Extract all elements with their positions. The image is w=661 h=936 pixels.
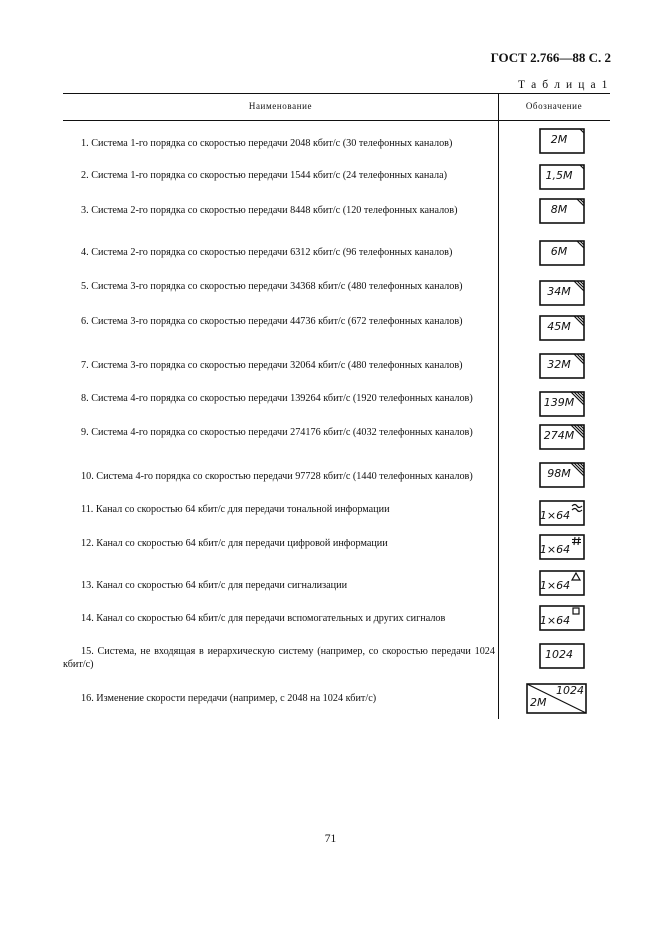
row-7-symbol bbox=[539, 353, 585, 377]
row-2-symbol bbox=[539, 164, 585, 188]
row-6-name: 6. Система 3-го порядка со скоростью передачи 44736 кбит/с (672 телефонных каналов) bbox=[81, 316, 463, 327]
row-12-symbol bbox=[539, 534, 585, 558]
row-13-symbol bbox=[539, 570, 585, 594]
symbol-label: 1×64 bbox=[539, 579, 571, 592]
row-2-name: 2. Система 1-го порядка со скоростью передачи 1544 кбит/с (24 телефонных канала) bbox=[81, 170, 447, 181]
table-label: Т а б л и ц а 1 bbox=[517, 79, 609, 91]
document-reference: ГОСТ 2.766—88 С. 2 bbox=[490, 50, 611, 65]
row-4-name: 4. Система 2-го порядка со скоростью передачи 6312 кбит/с (96 телефонных каналов) bbox=[81, 247, 453, 258]
symbol-label: 45M bbox=[547, 320, 571, 333]
row-12-name: 12. Канал со скоростью 64 кбит/с для передачи цифровой информации bbox=[81, 538, 388, 549]
row-11-name: 11. Канал со скоростью 64 кбит/с для передачи тональной информации bbox=[81, 504, 390, 515]
row-11-symbol bbox=[539, 500, 585, 524]
symbol-label: 1,5M bbox=[545, 169, 573, 182]
table-header-rule bbox=[63, 120, 610, 121]
row-7-name: 7. Система 3-го порядка со скоростью передачи 32064 кбит/с (480 телефонных каналов) bbox=[81, 360, 463, 371]
row-8-symbol bbox=[539, 391, 585, 415]
row-1-name: 1. Система 1-го порядка со скоростью передачи 2048 кбит/с (30 телефонных каналов) bbox=[81, 138, 453, 149]
row-10-symbol bbox=[539, 462, 585, 486]
row-16-symbol bbox=[526, 683, 588, 715]
row-8-name: 8. Система 4-го порядка со скоростью передачи 139264 кбит/с (1920 телефонных каналов) bbox=[81, 393, 473, 404]
row-5-symbol bbox=[539, 280, 585, 304]
symbol-label: 8M bbox=[550, 203, 568, 216]
speed-to-label: 1024 bbox=[556, 684, 584, 697]
column-header-name: Наименование bbox=[248, 101, 313, 111]
column-header-symbol: Обозначение bbox=[525, 101, 583, 111]
symbol-label: 34M bbox=[547, 285, 571, 298]
page-number: 71 bbox=[324, 833, 337, 845]
row-15-name: 15. Система, не входящая в иерархическую систему (например, со скоростью передачи 1024 кбит/с) bbox=[63, 646, 495, 670]
speed-from-label: 2M bbox=[530, 696, 547, 709]
row-6-symbol bbox=[539, 315, 585, 339]
row-14-symbol bbox=[539, 605, 585, 629]
symbol-label: 1024 bbox=[545, 648, 573, 661]
row-10-name: 10. Система 4-го порядка со скоростью передачи 97728 кбит/с (1440 телефонных каналов) bbox=[81, 471, 473, 482]
symbol-label: 1×64 bbox=[539, 614, 571, 627]
row-3-symbol bbox=[539, 198, 585, 222]
row-5-name: 5. Система 3-го порядка со скоростью передачи 34368 кбит/с (480 телефонных каналов) bbox=[81, 281, 463, 292]
table-top-rule bbox=[63, 93, 610, 94]
symbol-label: 98M bbox=[547, 467, 571, 480]
row-13-name: 13. Канал со скоростью 64 кбит/с для передачи сигнализации bbox=[81, 580, 348, 591]
symbol-label: 139M bbox=[543, 396, 575, 409]
symbol-label: 6M bbox=[550, 245, 568, 258]
row-9-name: 9. Система 4-го порядка со скоростью передачи 274176 кбит/с (4032 телефонных каналов) bbox=[81, 427, 473, 438]
row-16-name: 16. Изменение скорости передачи (например, с 2048 на 1024 кбит/с) bbox=[81, 693, 377, 704]
row-9-symbol bbox=[539, 424, 585, 448]
row-4-symbol bbox=[539, 240, 585, 264]
row-15-symbol bbox=[539, 643, 585, 667]
table-column-divider bbox=[498, 93, 499, 719]
symbol-label: 2M bbox=[550, 133, 568, 146]
symbol-label: 1×64 bbox=[539, 543, 571, 556]
symbol-label: 1×64 bbox=[539, 509, 571, 522]
row-14-name: 14. Канал со скоростью 64 кбит/с для передачи вспомогательных и других сигналов bbox=[81, 613, 446, 624]
symbol-label: 274M bbox=[543, 429, 575, 442]
row-1-symbol bbox=[539, 128, 585, 152]
symbol-label: 32M bbox=[547, 358, 571, 371]
row-3-name: 3. Система 2-го порядка со скоростью передачи 8448 кбит/с (120 телефонных каналов) bbox=[81, 205, 458, 216]
